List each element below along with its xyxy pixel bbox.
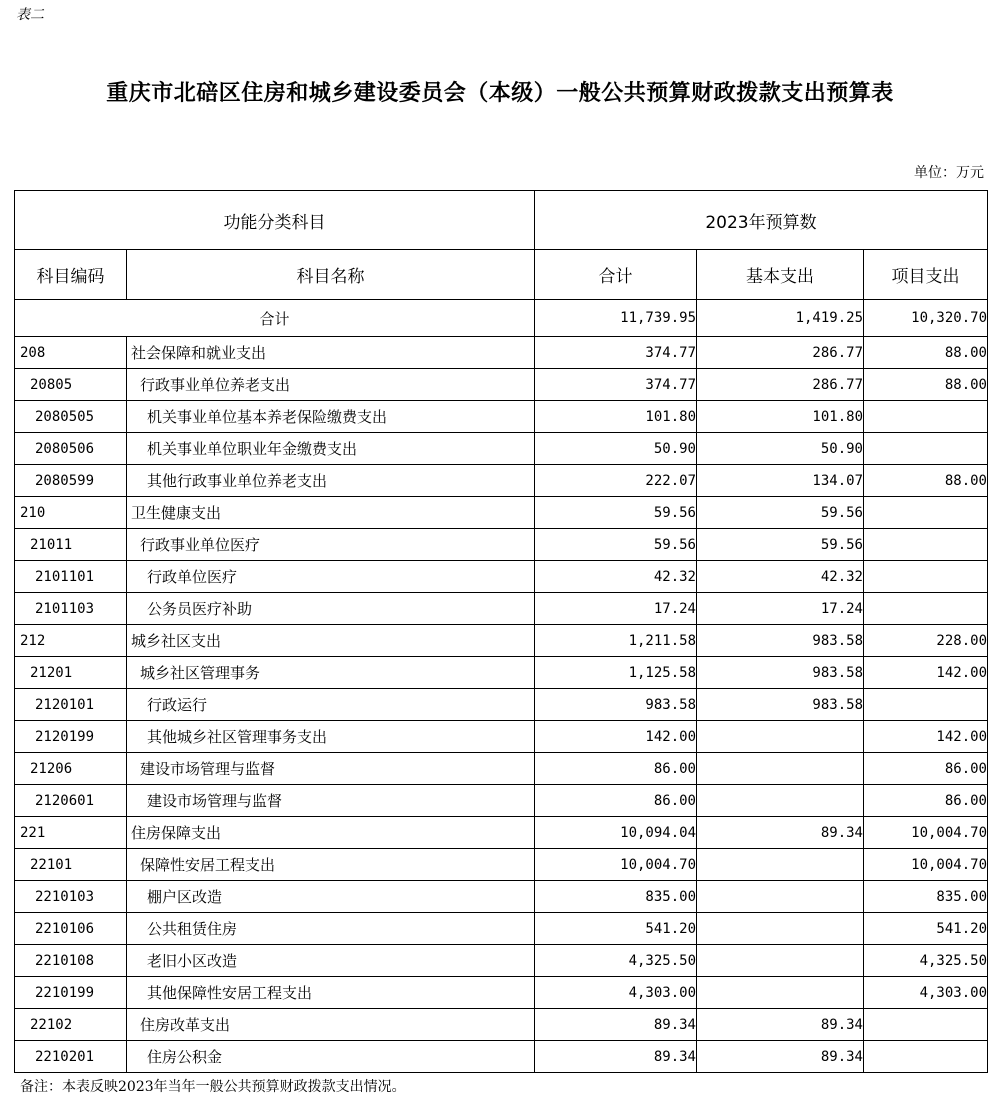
table-row [15,465,988,497]
project-cell: 86.00 [864,785,988,817]
subject-name-cell: 住房改革支出 [127,1009,535,1041]
subject-name-cell: 住房公积金 [127,1041,535,1073]
subject-code-cell: 22102 [15,1009,127,1041]
total-cell: 1,211.58 [535,625,697,657]
subject-name-cell: 社会保障和就业支出 [127,337,535,369]
project-cell: 86.00 [864,753,988,785]
subject-name-cell: 城乡社区支出 [127,625,535,657]
project-cell [864,433,988,465]
table-row [15,657,988,689]
basic-cell [697,881,864,913]
subject-name-cell: 棚户区改造 [127,881,535,913]
table-header [15,191,988,300]
project-cell: 142.00 [864,657,988,689]
subject-name-cell: 住房保障支出 [127,817,535,849]
subject-name-cell: 其他保障性安居工程支出 [127,977,535,1009]
subject-name-cell: 行政事业单位养老支出 [127,369,535,401]
table-row [15,753,988,785]
subject-name-cell: 机关事业单位基本养老保险缴费支出 [127,401,535,433]
subject-name-cell: 老旧小区改造 [127,945,535,977]
basic-cell: 89.34 [697,1009,864,1041]
basic-cell: 101.80 [697,401,864,433]
subject-code-cell: 210 [15,497,127,529]
table-row [15,625,988,657]
table-row [15,945,988,977]
table-row [15,529,988,561]
project-cell [864,1009,988,1041]
subject-code-cell: 21201 [15,657,127,689]
table-body [15,300,988,1073]
project-cell [864,401,988,433]
project-cell: 88.00 [864,465,988,497]
total-cell: 17.24 [535,593,697,625]
subject-code-cell: 2120101 [15,689,127,721]
budget-table [14,190,988,1073]
table-row [15,977,988,1009]
subject-code-cell: 2210106 [15,913,127,945]
project-cell: 4,325.50 [864,945,988,977]
subject-name-cell: 行政运行 [127,689,535,721]
header-row-columns [15,250,988,300]
project-cell [864,497,988,529]
total-cell: 374.77 [535,337,697,369]
project-cell: 142.00 [864,721,988,753]
header-functional-classification: 功能分类科目 [15,191,535,250]
total-cell: 89.34 [535,1009,697,1041]
project-cell [864,689,988,721]
subject-code-cell: 22101 [15,849,127,881]
total-basic: 1,419.25 [697,300,864,337]
project-cell [864,593,988,625]
subject-code-cell: 2210201 [15,1041,127,1073]
basic-cell: 50.90 [697,433,864,465]
project-cell: 10,004.70 [864,817,988,849]
total-cell: 50.90 [535,433,697,465]
table-row [15,881,988,913]
total-amount: 11,739.95 [535,300,697,337]
project-cell: 228.00 [864,625,988,657]
subject-name-cell: 其他行政事业单位养老支出 [127,465,535,497]
table-row [15,817,988,849]
basic-cell [697,977,864,1009]
subject-code-cell: 21206 [15,753,127,785]
subject-name-cell: 公共租赁住房 [127,913,535,945]
basic-cell: 983.58 [697,657,864,689]
header-budget-2023: 2023年预算数 [535,191,988,250]
subject-name-cell: 卫生健康支出 [127,497,535,529]
total-cell: 101.80 [535,401,697,433]
subject-code-cell: 2210103 [15,881,127,913]
subject-code-cell: 2101101 [15,561,127,593]
header-row-group [15,191,988,250]
project-cell: 4,303.00 [864,977,988,1009]
project-cell: 88.00 [864,369,988,401]
subject-name-cell: 其他城乡社区管理事务支出 [127,721,535,753]
total-cell: 835.00 [535,881,697,913]
total-cell: 86.00 [535,785,697,817]
header-project-expenditure: 项目支出 [864,250,988,300]
total-cell: 89.34 [535,1041,697,1073]
basic-cell: 89.34 [697,1041,864,1073]
basic-cell: 983.58 [697,689,864,721]
subject-name-cell: 建设市场管理与监督 [127,785,535,817]
basic-cell [697,945,864,977]
total-label: 合计 [15,300,535,337]
subject-name-cell: 城乡社区管理事务 [127,657,535,689]
project-cell: 835.00 [864,881,988,913]
header-subject-code: 科目编码 [15,250,127,300]
basic-cell [697,849,864,881]
total-cell: 374.77 [535,369,697,401]
total-cell: 142.00 [535,721,697,753]
total-cell: 983.58 [535,689,697,721]
total-project: 10,320.70 [864,300,988,337]
subject-code-cell: 2080599 [15,465,127,497]
table-row [15,913,988,945]
total-cell: 222.07 [535,465,697,497]
basic-cell: 286.77 [697,337,864,369]
basic-cell: 42.32 [697,561,864,593]
subject-name-cell: 建设市场管理与监督 [127,753,535,785]
total-cell: 59.56 [535,497,697,529]
table-row [15,401,988,433]
subject-code-cell: 2080505 [15,401,127,433]
subject-code-cell: 2101103 [15,593,127,625]
page-title: 重庆市北碚区住房和城乡建设委员会（本级）一般公共预算财政拨款支出预算表 [106,80,894,106]
subject-code-cell: 2210199 [15,977,127,1009]
table-row [15,1009,988,1041]
basic-cell: 89.34 [697,817,864,849]
unit-label: 单位：万元 [914,165,984,181]
basic-cell: 286.77 [697,369,864,401]
basic-cell [697,721,864,753]
table-row [15,1041,988,1073]
table-row [15,337,988,369]
project-cell [864,1041,988,1073]
subject-code-cell: 2080506 [15,433,127,465]
subject-name-cell: 行政单位医疗 [127,561,535,593]
subject-name-cell: 保障性安居工程支出 [127,849,535,881]
subject-code-cell: 2120601 [15,785,127,817]
project-cell: 88.00 [864,337,988,369]
subject-code-cell: 212 [15,625,127,657]
table-row [15,369,988,401]
basic-cell: 59.56 [697,497,864,529]
footnote: 备注：本表反映2023年当年一般公共预算财政拨款支出情况。 [20,1079,406,1095]
table-row [15,497,988,529]
table-row [15,721,988,753]
subject-name-cell: 行政事业单位医疗 [127,529,535,561]
subject-code-cell: 2120199 [15,721,127,753]
basic-cell [697,913,864,945]
subject-code-cell: 21011 [15,529,127,561]
subject-code-cell: 2210108 [15,945,127,977]
basic-cell [697,785,864,817]
header-subject-name: 科目名称 [127,250,535,300]
total-cell: 541.20 [535,913,697,945]
project-cell: 10,004.70 [864,849,988,881]
total-cell: 86.00 [535,753,697,785]
total-cell: 10,094.04 [535,817,697,849]
header-basic-expenditure: 基本支出 [697,250,864,300]
basic-cell: 17.24 [697,593,864,625]
table-row [15,433,988,465]
subject-name-cell: 机关事业单位职业年金缴费支出 [127,433,535,465]
table-row [15,689,988,721]
basic-cell: 59.56 [697,529,864,561]
total-cell: 10,004.70 [535,849,697,881]
project-cell: 541.20 [864,913,988,945]
total-cell: 42.32 [535,561,697,593]
total-cell: 4,303.00 [535,977,697,1009]
subject-code-cell: 208 [15,337,127,369]
table-row [15,593,988,625]
basic-cell: 983.58 [697,625,864,657]
basic-cell: 134.07 [697,465,864,497]
total-cell: 1,125.58 [535,657,697,689]
total-cell: 4,325.50 [535,945,697,977]
project-cell [864,561,988,593]
header-total: 合计 [535,250,697,300]
table-row [15,785,988,817]
subject-code-cell: 20805 [15,369,127,401]
total-cell: 59.56 [535,529,697,561]
project-cell [864,529,988,561]
subject-code-cell: 221 [15,817,127,849]
basic-cell [697,753,864,785]
table-row [15,561,988,593]
total-row [15,300,988,337]
table-number-label: 表二 [16,7,44,23]
table-row [15,849,988,881]
subject-name-cell: 公务员医疗补助 [127,593,535,625]
